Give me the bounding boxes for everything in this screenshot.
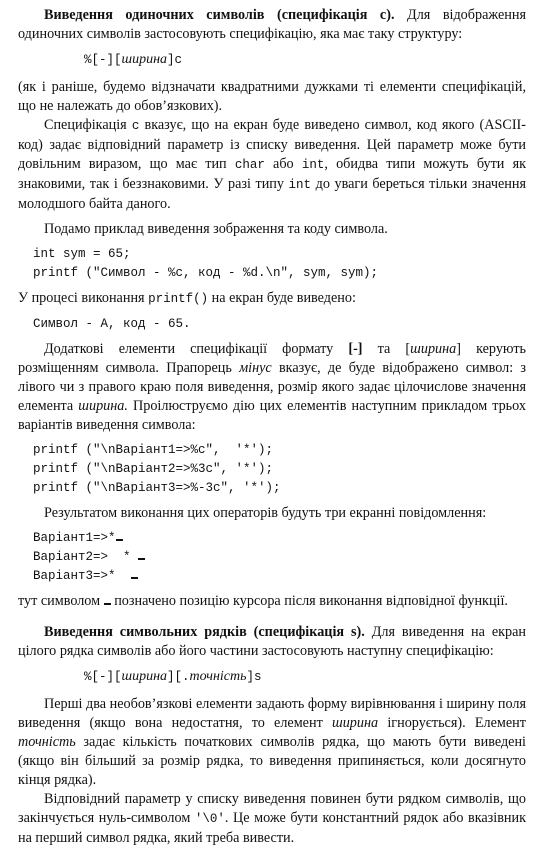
paragraph: Перші два необов’язкові елементи задають форму вирівнювання і ширину поля виведення (якщо вона недостатня, то елемент ширина ігнорується). Елемент точність задає кількість початкових символів рядка, що мають бути виведені (якщо він більший за розмір рядка, то виведення припиняється, коли досягнуто кінця рядка). (18, 696, 526, 788)
paragraph: У процесі виконання printf() на екран буде виведено: (18, 290, 356, 306)
paragraph: тут символом позначено позицію курсора після виконання відповідної функції. (18, 593, 508, 609)
code-line: printf ("\nВаріант1=>%c", '*'); (18, 443, 274, 457)
code-line: printf ("\nВаріант3=>%-3c", '*'); (18, 481, 281, 495)
section-chars-intro: Виведення одиночних символів (специфікація c). Для відображення одиночних символів застосовують специфікацію, яка має таку структуру: (18, 7, 526, 42)
cursor-mark (138, 558, 145, 560)
output-line: Символ - A, код - 65. (18, 317, 191, 331)
section-heading-strings: Виведення символьних рядків (специфікація s). (44, 624, 365, 640)
paragraph: Результатом виконання цих операторів будуть три екранні повідомлення: (44, 505, 487, 521)
output-block (18, 529, 526, 586)
cursor-mark (116, 539, 123, 541)
spec-format-s: %[-][ширина][.точність]s (84, 669, 262, 684)
paragraph: Додаткові елементи специфікації формату [-] та [ширина] керують розміщенням символа. Прапорець мінус вказує, де буде відображено символ: з лівого чи з правого краю поля виведення, розмір якого задає цілочислове значення елемента ширина. Проілюструємо дію цих елементів наступним прикладом трьох варіантів виведення символа: (18, 341, 527, 433)
code-line: printf ("Символ - %c, код - %d.\n", sym, sym); (18, 266, 379, 280)
output-line: Варіант1=>* (18, 529, 526, 548)
output-line: Варіант3=>* (18, 567, 526, 586)
paragraph: Подамо приклад виведення зображення та коду символа. (44, 221, 388, 237)
code-line: printf ("\nВаріант2=>%3c", '*'); (18, 462, 274, 476)
paragraph: (як і раніше, будемо відзначати квадратними дужками ті елементи специфікацій, що не належать до обов’язкових). (18, 79, 526, 114)
code-block (18, 245, 526, 283)
cursor-mark (104, 603, 111, 605)
section-strings-intro: Виведення символьних рядків (специфікація s). Для виведення на екран цілого рядка символів або його частини застосовують наступну специфікацію: (18, 624, 526, 659)
section-heading-chars: Виведення одиночних символів (специфікація c). (44, 7, 395, 23)
paragraph: Специфікація c вказує, що на екран буде виведено символ, код якого (ASCII-код) задає відповідний параметр із списку виведення. Цей параметр може бути довільним виразом, що має тип char або int, обидва типи можуть бути як знаковими, так і беззнаковими. У разі типу int до уваги береться тільки значення молодшого байта даного. (18, 117, 526, 212)
paragraph: Відповідний параметр у списку виведення повинен бути рядком символів, що закінчується нуль-символом '\0'. Це може бути константний рядок або вказівник на перший символ рядка, який треба вивести. (18, 791, 526, 846)
spec-format-c: %[-][ширина]c (84, 52, 183, 67)
code-block (18, 441, 526, 498)
output-line: Варіант2=> * (18, 548, 526, 567)
code-line: int sym = 65; (18, 247, 131, 261)
cursor-mark (131, 577, 138, 579)
